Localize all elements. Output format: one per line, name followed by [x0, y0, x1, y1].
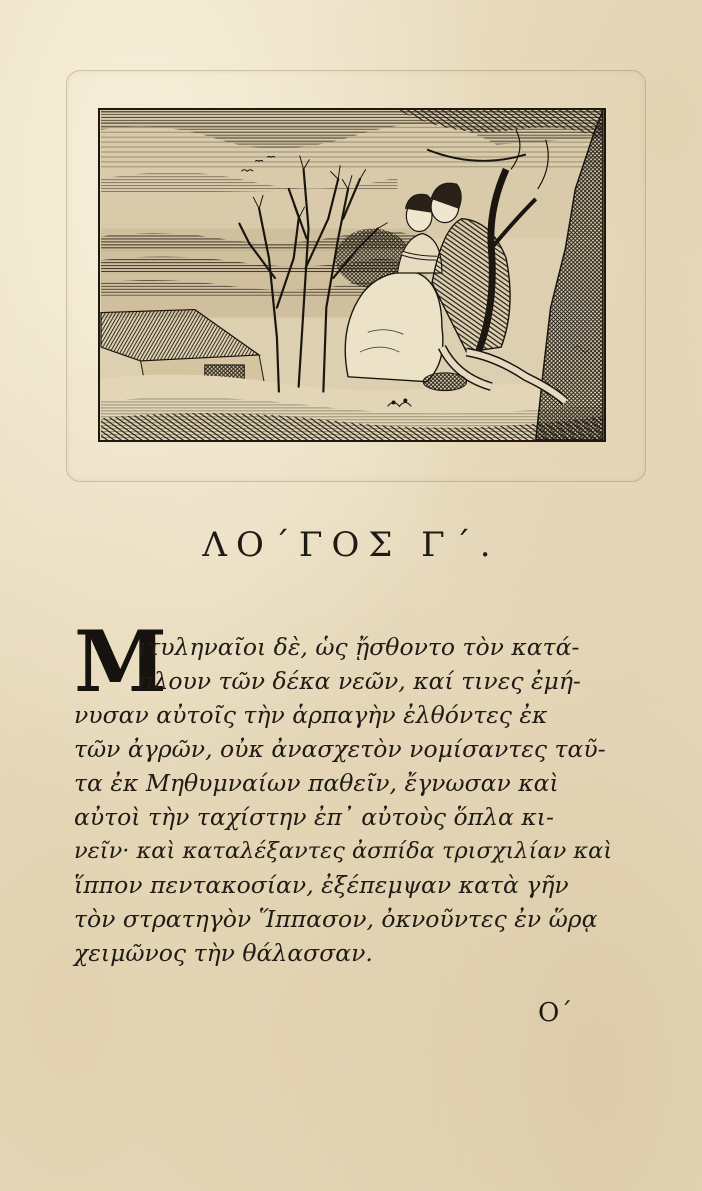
text-line-4: τῶν ἀγρῶν, οὐκ ἀνασχετὸν νομίσαντες ταῦ-	[74, 735, 606, 763]
text-line-5: τα ἐκ Μηθυμναίων παθεῖν, ἔγνωσαν καὶ	[74, 769, 559, 797]
text-line-6: αὐτοὶ τὴν ταχίστην ἐπ᾽ αὐτοὺς ὅπλα κι-	[74, 803, 554, 831]
text-line-7: νεῖν· καὶ καταλέξαντες ἀσπίδα τρισχιλίαν καὶ	[74, 838, 613, 864]
text-line-8: ἵππον πεντακοσίαν, ἐξέπεμψαν κατὰ γῆν	[74, 871, 569, 899]
text-line-10: χειμῶνος τὴν θάλασσαν.	[74, 939, 373, 967]
text-line-3: νυσαν αὐτοῖς τὴν ἁρπαγὴν ἐλθόντες ἐκ	[74, 701, 548, 729]
chapter-title: ΛΟ΄ΓΟΣ Γ΄.	[202, 525, 500, 565]
engraving-illustration	[98, 108, 606, 442]
text-line-1: ιτυληναῖοι δὲ, ὡς ᾔσθοντο τὸν κατά-	[138, 633, 580, 661]
text-line-9: τὸν στρατηγὸν Ἵππασον, ὀκνοῦντες ἐν ὥρᾳ	[74, 905, 598, 933]
drop-cap: Μ	[74, 612, 167, 711]
text-line-2: πλουν τῶν δέκα νεῶν, καί τινες ἐμή-	[138, 667, 581, 695]
catchword: Ο΄	[538, 998, 573, 1028]
